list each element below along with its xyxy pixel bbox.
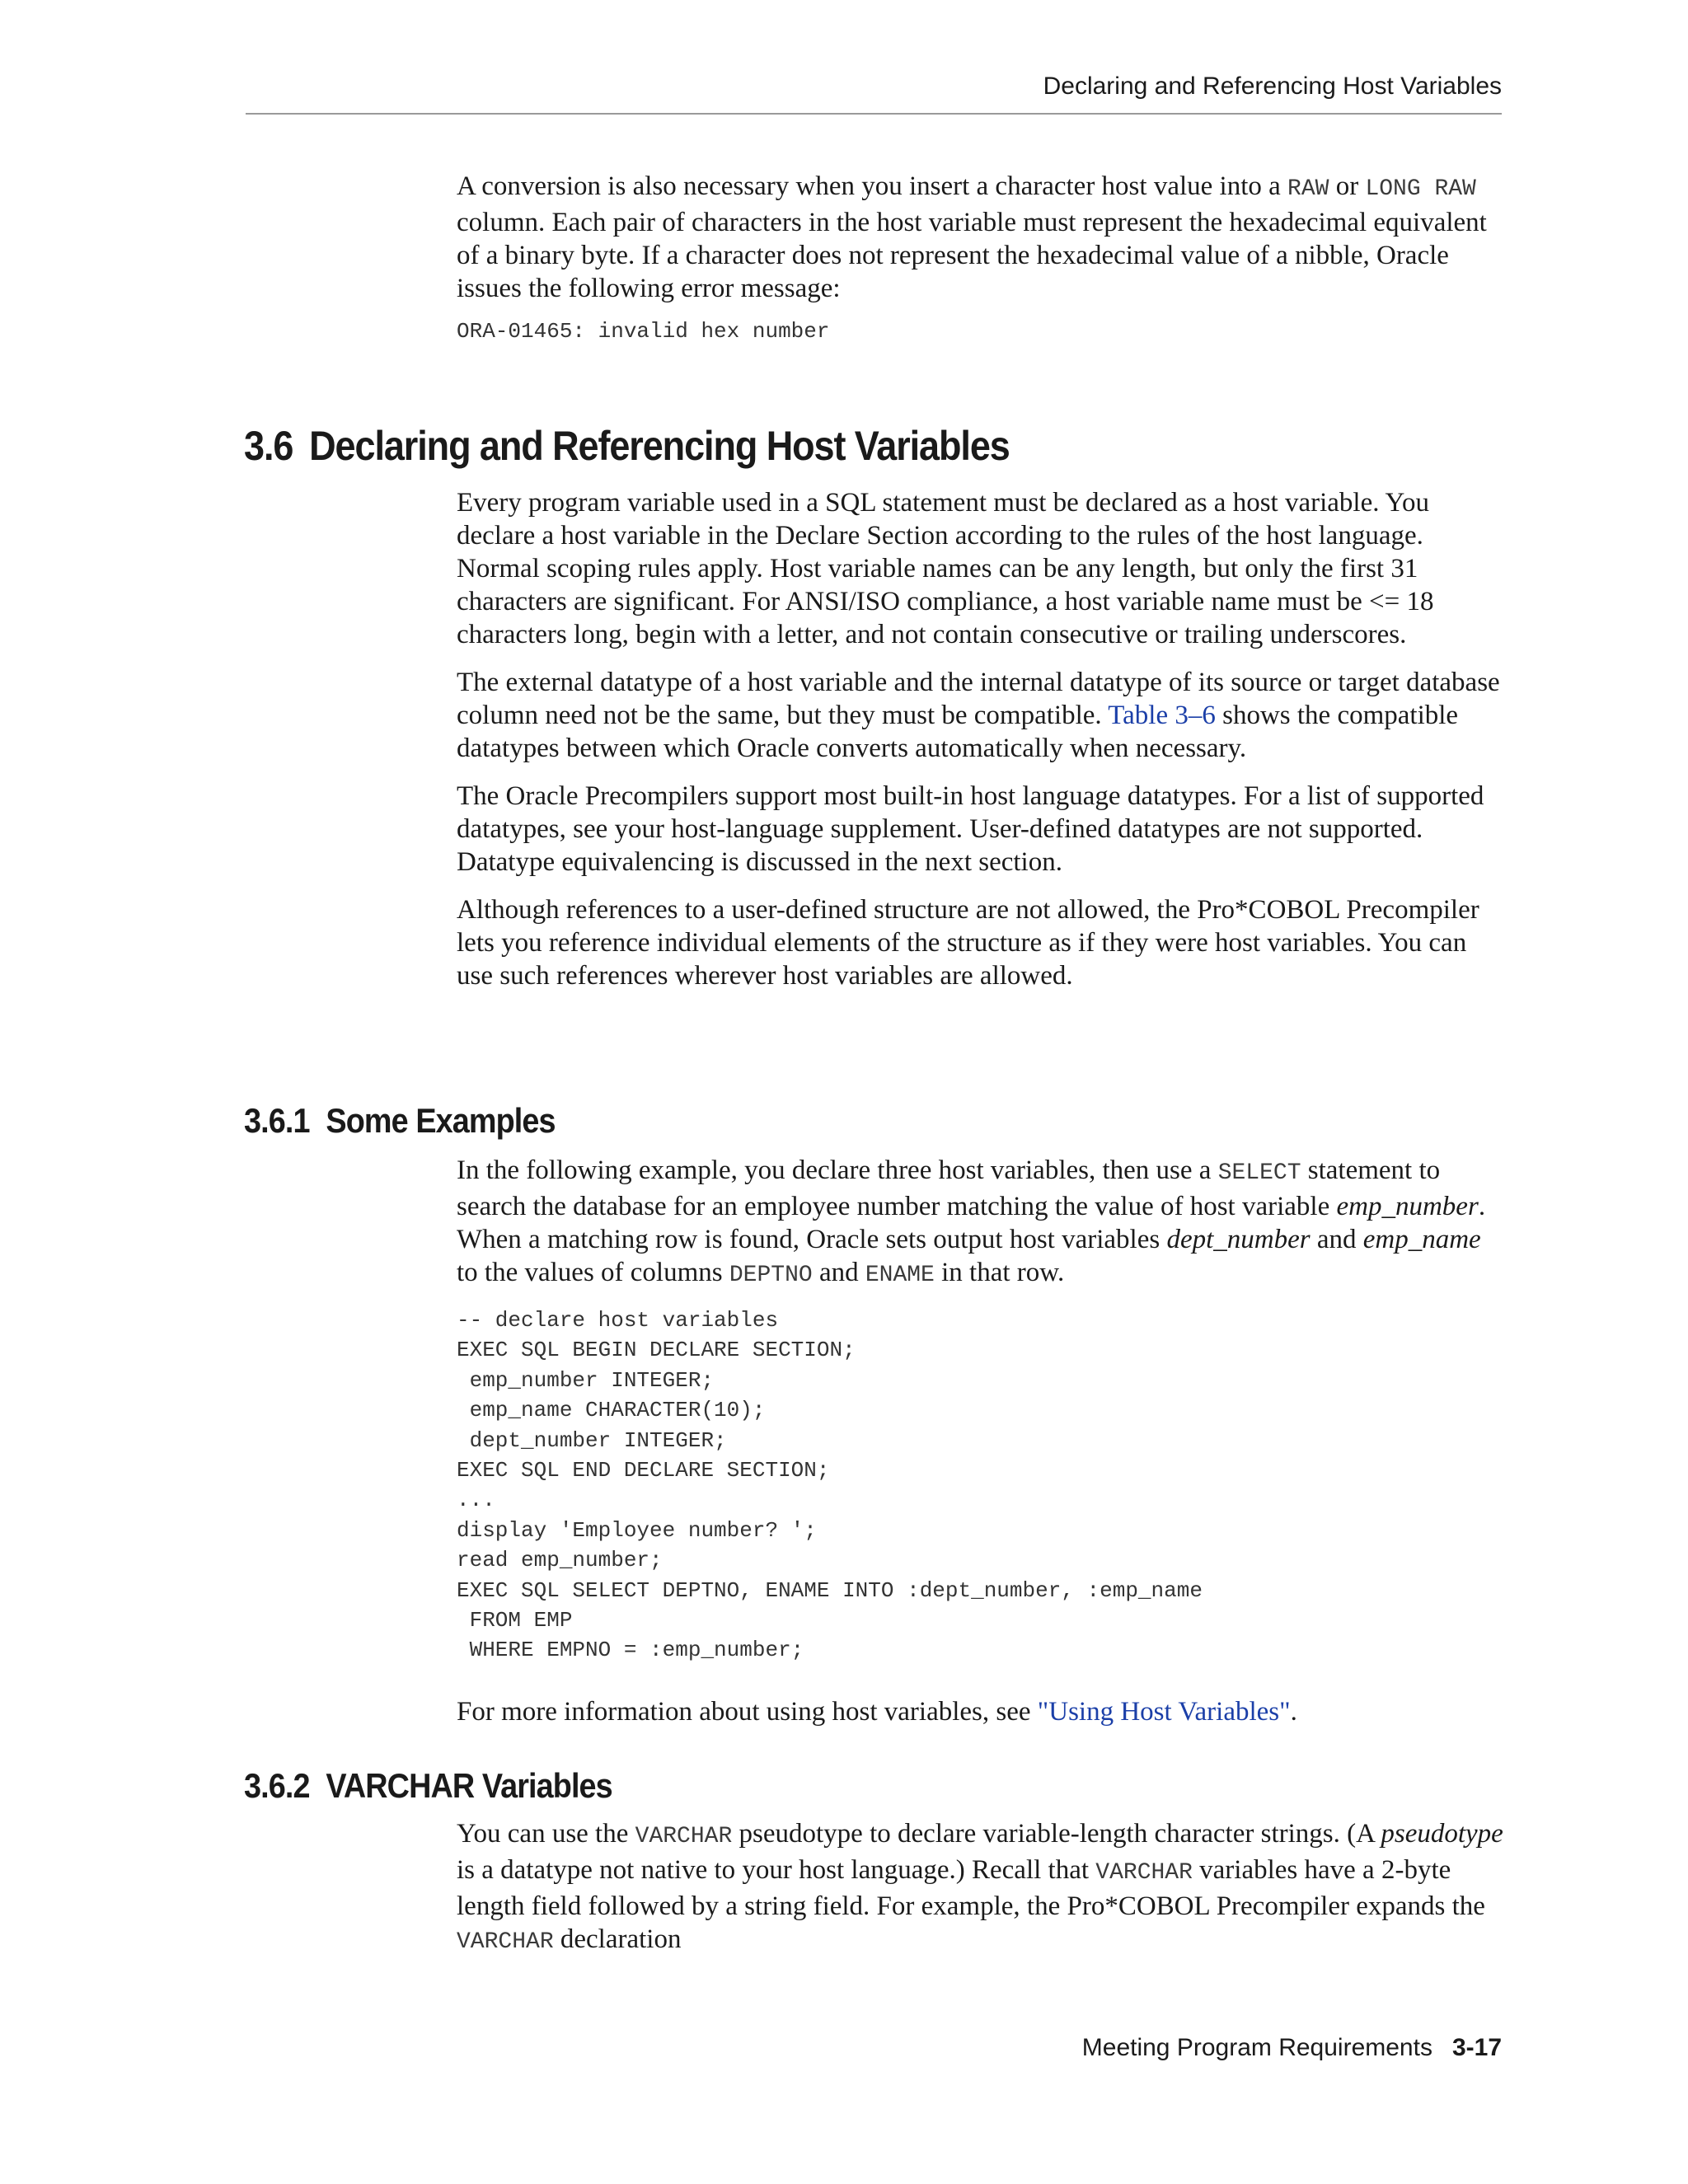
subsection-title: Some Examples	[326, 1101, 556, 1140]
section-number: 3.6	[244, 423, 293, 469]
page-footer	[907, 2034, 1502, 2062]
section-paragraph-4: Although references to a user-defined structure are not allowed, the Pro*COBOL Precompiler lets you reference individual elements of the structure as if they were host variables. You can use such references wherever host variables are allowed.	[457, 895, 1479, 991]
section-paragraph-2: The external datatype of a host variable and the internal datatype of its source or target database column need not be the same, but they must be compatible. Table 3–6 shows the compatible datatypes between which Oracle converts automatically when necessary.	[457, 668, 1500, 763]
code-term-raw: RAW	[1287, 176, 1329, 202]
code-term-varchar: VARCHAR	[635, 1824, 733, 1849]
code-line: dept_number INTEGER;	[457, 1427, 727, 1453]
code-line: EXEC SQL BEGIN DECLARE SECTION;	[457, 1338, 856, 1363]
subsection-number: 3.6.1	[244, 1101, 310, 1140]
code-line: EXEC SQL END DECLARE SECTION;	[457, 1458, 830, 1483]
var-emp-name: emp_name	[1362, 1225, 1481, 1254]
code-line: emp_number INTEGER;	[457, 1367, 715, 1393]
var-emp-number: emp_number	[1336, 1192, 1479, 1221]
section-paragraph-1: Every program variable used in a SQL statement must be declared as a host variable. You declare a host variable in the Declare Section according to the rules of the host language. Normal scoping rules apply. Host variable names can be any length, but only the first 31 characters are significant. For ANSI/ISO compliance, a host variable name must be <= 18 characters long, begin with a letter, and not contain consecutive or trailing underscores.	[457, 488, 1434, 649]
table-link[interactable]: Table 3–6	[1108, 701, 1216, 730]
var-dept-number: dept_number	[1166, 1225, 1311, 1254]
examples-paragraph: In the following example, you declare three host variables, then use a SELECT statement to search the database for an employee number matching the value of host variable emp_number. When a matching row is found, Oracle sets output host variables dept_number and emp_name to the values of columns DEPTNO and ENAME in that row.	[457, 1155, 1486, 1288]
code-term-long-raw: LONG RAW	[1365, 176, 1476, 202]
intro-block	[457, 170, 1503, 346]
subsection-heading-varchar	[244, 1766, 612, 1806]
subsection-number: 3.6.2	[244, 1766, 310, 1805]
code-line: emp_name CHARACTER(10);	[457, 1398, 766, 1423]
varchar-paragraph: You can use the VARCHAR pseudotype to declare variable-length character strings. (A pseudotype is a datatype not native to your host language.) Recall that VARCHAR variables have a 2-byte length field followed by a string field. For example, the Pro*COBOL Precompiler expands the VARCHAR declaration	[457, 1819, 1503, 1955]
code-line: -- declare host variables	[457, 1308, 779, 1333]
section-paragraph-3: The Oracle Precompilers support most built-in host language datatypes. For a list of supported datatypes, see your host-language supplement. User-defined datatypes are not supported. Datatype equivalencing is discussed in the next section.	[457, 781, 1484, 877]
page-number: 3-17	[1451, 2034, 1502, 2061]
running-header: Declaring and Referencing Host Variables	[1043, 73, 1502, 100]
intro-paragraph: A conversion is also necessary when you insert a character host value into a RAW or LONG RAW column. Each pair of characters in the host variable must represent the hexadecimal equivalent of a binary byte. If a character does not represent the hexadecimal value of a nibble, Oracle issues the following error message:	[457, 171, 1487, 303]
more-info-paragraph: For more information about using host variables, see "Using Host Variables".	[457, 1696, 1297, 1727]
header-rule	[246, 113, 1502, 115]
code-example-block	[457, 1305, 1503, 1666]
code-term-varchar: VARCHAR	[457, 1929, 554, 1955]
subsection-heading-examples	[244, 1101, 556, 1141]
code-term-varchar: VARCHAR	[1095, 1860, 1193, 1886]
code-line: read emp_number;	[457, 1548, 663, 1573]
varchar-body	[457, 1817, 1503, 1959]
footer-chapter-title: Meeting Program Requirements	[1081, 2034, 1432, 2061]
code-line: WHERE EMPNO = :emp_number;	[457, 1638, 804, 1663]
section-heading	[244, 422, 1010, 470]
code-line: ...	[457, 1488, 495, 1513]
code-term-select: SELECT	[1217, 1160, 1301, 1186]
code-term-ename: ENAME	[865, 1263, 935, 1288]
using-host-variables-link[interactable]: "Using Host Variables"	[1037, 1696, 1291, 1727]
code-term-deptno: DEPTNO	[729, 1263, 813, 1288]
code-line: display 'Employee number? ';	[457, 1517, 817, 1543]
code-line: FROM EMP	[457, 1608, 573, 1633]
section-title: Declaring and Referencing Host Variables	[309, 423, 1010, 469]
term-pseudotype: pseudotype	[1381, 1819, 1503, 1849]
code-line: EXEC SQL SELECT DEPTNO, ENAME INTO :dept_number, :emp_name	[457, 1577, 1203, 1603]
error-code-block: ORA-01465: invalid hex number	[457, 319, 830, 344]
examples-body	[457, 1154, 1503, 1728]
section-body	[457, 486, 1503, 992]
subsection-title: VARCHAR Variables	[326, 1766, 612, 1805]
